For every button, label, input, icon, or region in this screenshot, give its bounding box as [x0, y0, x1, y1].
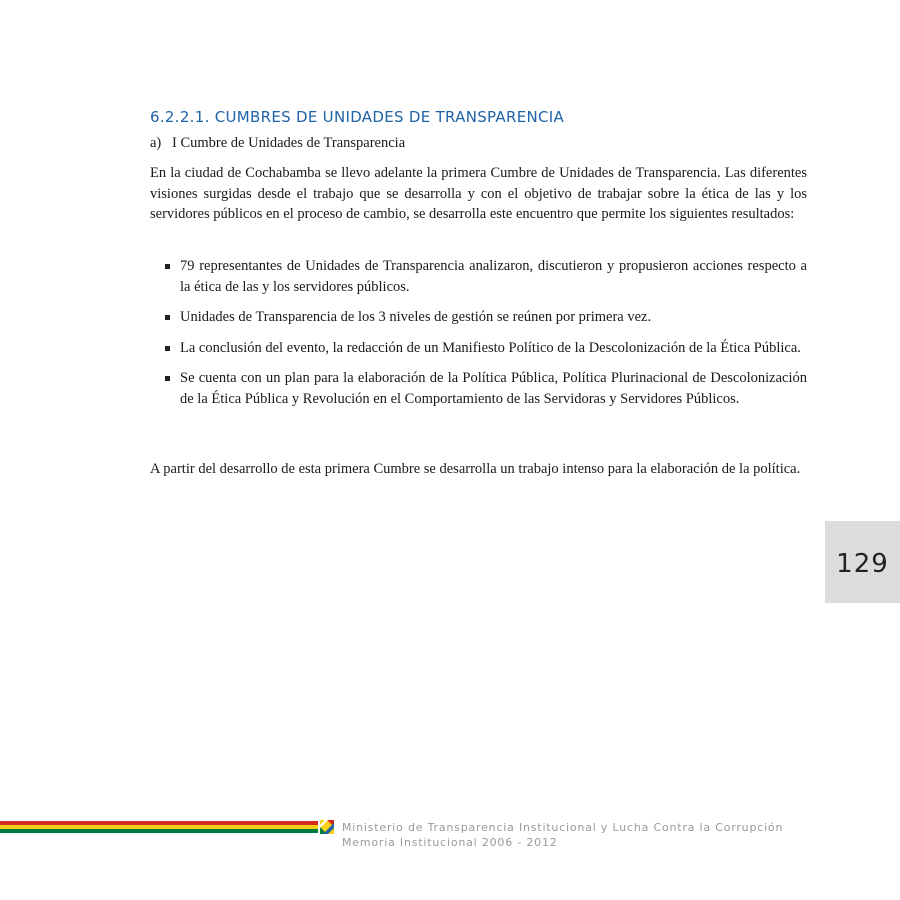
results-list — [150, 256, 807, 419]
footer-ministry: Ministerio de Transparencia Institucional y Lucha Contra la Corrupción — [342, 821, 784, 834]
list-item — [150, 256, 807, 297]
subsection-marker: a) — [150, 135, 162, 151]
page-number: 129 — [836, 549, 889, 579]
bullet-icon — [165, 315, 170, 320]
flag-stripe-green — [0, 829, 318, 833]
list-item-text: La conclusión del evento, la redacción de un Manifiesto Político de la Descolonización de la Ética Pública. — [180, 339, 801, 356]
closing-paragraph: A partir del desarrollo de esta primera Cumbre se desarrolla un trabajo intenso para la elaboración de la política. — [150, 461, 801, 477]
section-heading: 6.2.2.1. CUMBRES DE UNIDADES DE TRANSPARENCIA — [150, 108, 565, 126]
list-item — [150, 368, 807, 409]
list-item-text: Se cuenta con un plan para la elaboración de la Política Pública, Política Plurinacional de Descolonización de la Ética Pública y Revolución en el Comportamiento de las Servidoras y Servidores Públicos. — [180, 370, 807, 407]
subsection-heading — [150, 135, 405, 152]
list-item-text: Unidades de Transparencia de los 3 niveles de gestión se reúnen por primera vez. — [180, 309, 652, 325]
list-item — [150, 338, 807, 359]
bullet-icon — [165, 346, 170, 351]
bullet-icon — [165, 264, 170, 269]
page-number-tab — [825, 521, 900, 603]
list-item — [150, 307, 807, 328]
flag-stripe — [0, 821, 318, 833]
intro-paragraph: En la ciudad de Cochabamba se llevo adelante la primera Cumbre de Unidades de Transparencia. Las diferentes visiones surgidas desde el trabajo que se desarrolla y con el objetivo de trabajar sobre la ética de las y los servidores públicos en el proceso de cambio, se desarrolla este encuentro que permite los siguientes resultados: — [150, 165, 807, 222]
wiphala-icon — [320, 820, 334, 834]
bullet-icon — [165, 376, 170, 381]
list-item-text: 79 representantes de Unidades de Transparencia analizaron, discutieron y propusieron acciones respecto a la ética de las y los servidores públicos. — [180, 258, 807, 295]
subsection-title: I Cumbre de Unidades de Transparencia — [172, 135, 406, 151]
footer-report-title: Memoria Institucional 2006 - 2012 — [342, 836, 558, 849]
